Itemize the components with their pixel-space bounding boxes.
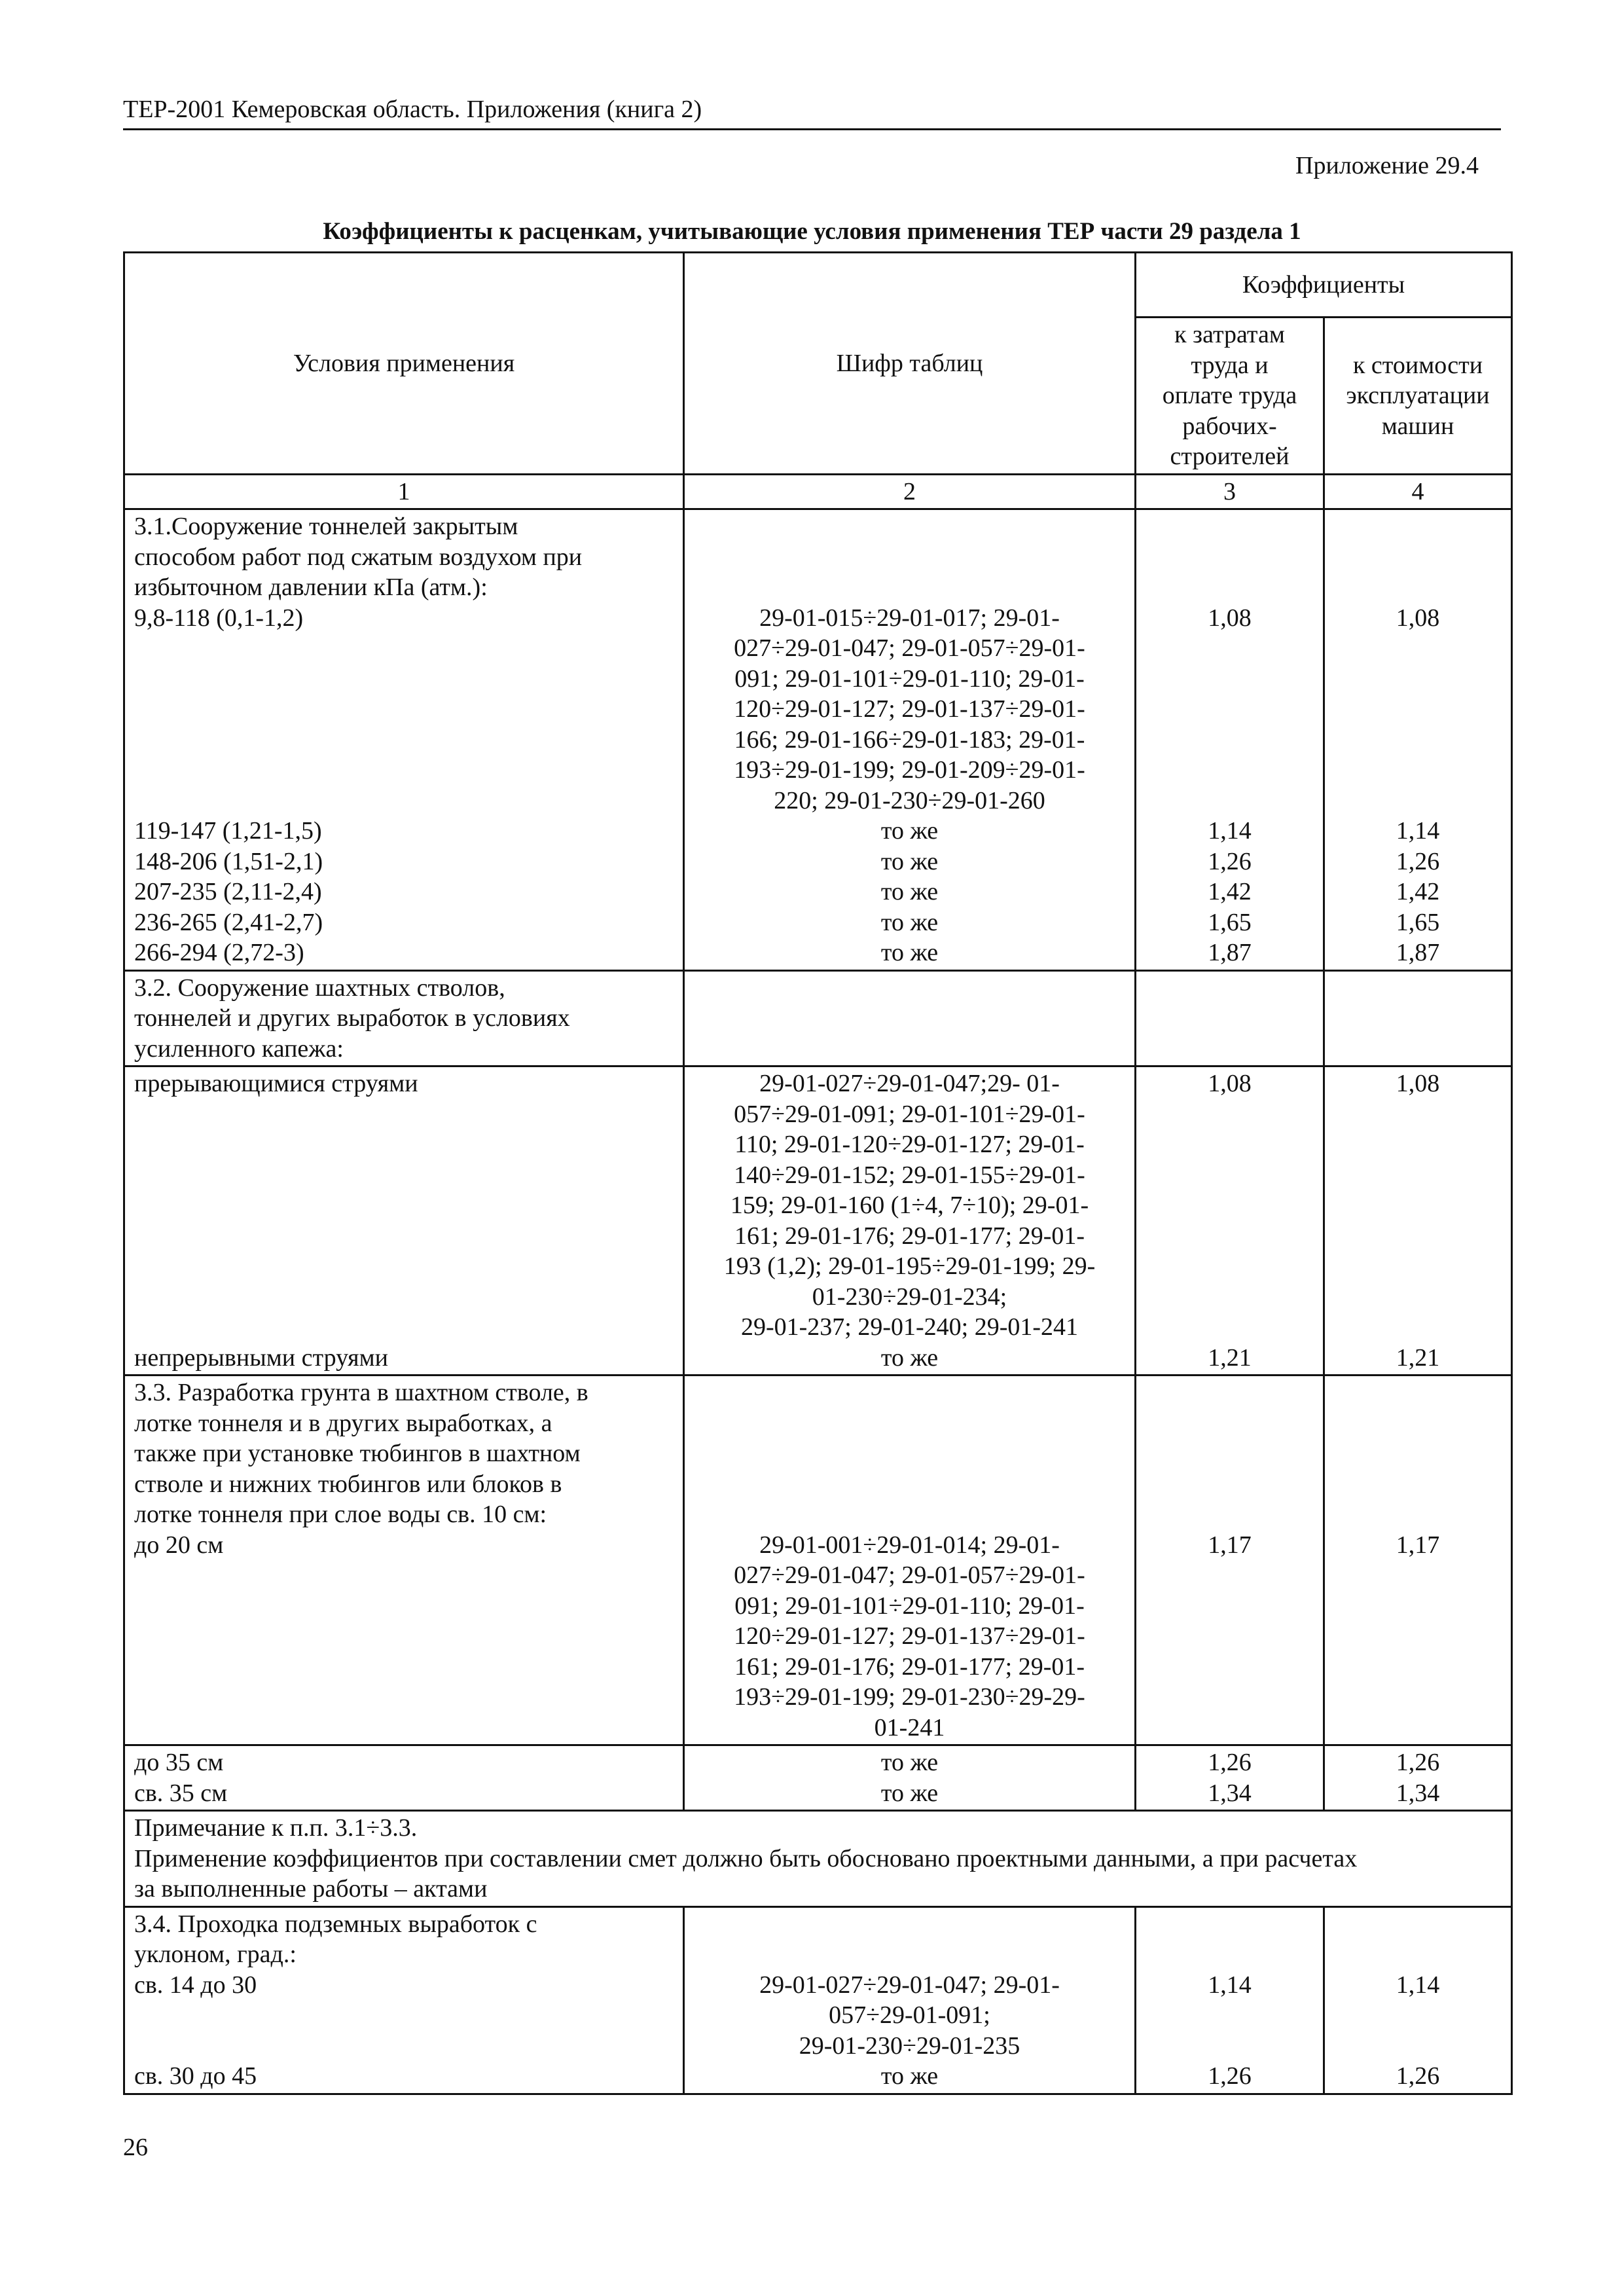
labor-coef-cell — [1136, 1745, 1324, 1811]
header-machines-line: эксплуатации — [1346, 382, 1490, 409]
code-line: 057÷29-01-091; — [829, 2001, 990, 2029]
code-line: 091; 29-01-101÷29-01-110; 29-01- — [734, 1592, 1085, 1620]
note-heading: Примечание к п.п. 3.1÷3.3. — [134, 1814, 418, 1842]
labor-coef-cell — [1136, 1066, 1324, 1376]
code-line: 29-01-001÷29-01-014; 29-01- — [759, 1531, 1060, 1559]
code-line: 29-01-027÷29-01-047;29- 01- — [759, 1070, 1060, 1097]
column-number: 2 — [684, 474, 1136, 509]
table-row-section-3-2 — [124, 1066, 1512, 1376]
machines-value: 1,87 — [1396, 939, 1440, 966]
condition-cell — [124, 1906, 684, 2094]
labor-value: 1,14 — [1208, 817, 1252, 845]
code-line: 29-01-015÷29-01-017; 29-01- — [759, 604, 1060, 632]
condition-text: 119-147 (1,21-1,5) — [134, 817, 322, 845]
section-intro-line: 3.3. Разработка грунта в шахтном стволе, в — [134, 1379, 588, 1406]
codes-cell — [684, 1066, 1136, 1376]
code-line: то же — [880, 908, 939, 936]
labor-coef-cell — [1136, 1376, 1324, 1745]
header-coefficients: Коэффициенты — [1136, 253, 1512, 318]
machines-value: 1,21 — [1396, 1343, 1440, 1372]
condition-text: 236-265 (2,41-2,7) — [134, 908, 323, 936]
table-row-section-3-3-extra — [124, 1745, 1512, 1811]
machines-value: 1,14 — [1396, 1971, 1440, 1999]
machines-coef-cell — [1324, 1745, 1512, 1811]
machines-value: 1,26 — [1396, 2062, 1440, 2090]
machines-coef-cell — [1324, 970, 1512, 1066]
table-row-section-3-3 — [124, 1376, 1512, 1745]
code-line: 193÷29-01-199; 29-01-209÷29-01- — [734, 756, 1085, 784]
codes-cell — [684, 509, 1136, 971]
condition-text: св. 35 см — [134, 1779, 228, 1807]
code-line: то же — [880, 1343, 939, 1372]
labor-value: 1,65 — [1208, 908, 1252, 936]
header-labor-line: труда и — [1191, 351, 1269, 379]
machines-value: 1,26 — [1396, 847, 1440, 875]
code-line: 057÷29-01-091; 29-01-101÷29-01- — [734, 1100, 1085, 1128]
header-codes: Шифр таблиц — [684, 253, 1136, 475]
header-conditions: Условия применения — [124, 253, 684, 475]
section-intro-line: лотке тоннеля при слое воды св. 10 см: — [134, 1501, 547, 1528]
page-number: 26 — [123, 2134, 148, 2161]
condition-text: прерывающимися струями — [134, 1070, 418, 1097]
code-line: 120÷29-01-127; 29-01-137÷29-01- — [734, 695, 1085, 723]
column-number: 1 — [124, 474, 684, 509]
code-line: 01-241 — [874, 1713, 945, 1741]
labor-value: 1,26 — [1208, 2062, 1252, 2090]
code-line: 166; 29-01-166÷29-01-183; 29-01- — [734, 725, 1085, 754]
condition-cell — [124, 1066, 684, 1376]
labor-value: 1,08 — [1208, 1070, 1252, 1097]
note-text: Применение коэффициентов при составлении смет должно быть обосновано проектными данными, а при расчетах — [134, 1844, 1358, 1872]
machines-value: 1,08 — [1396, 1070, 1440, 1097]
condition-text: 266-294 (2,72-3) — [134, 939, 304, 966]
labor-value: 1,34 — [1208, 1779, 1252, 1807]
section-intro-line: тоннелей и других выработок в условиях — [134, 1004, 570, 1032]
labor-value: 1,26 — [1208, 847, 1252, 875]
code-line: 220; 29-01-230÷29-01-260 — [774, 786, 1045, 814]
section-intro-line: стволе и нижних тюбингов или блоков в — [134, 1470, 562, 1498]
code-line: 161; 29-01-176; 29-01-177; 29-01- — [734, 1222, 1085, 1250]
condition-text: 9,8-118 (0,1-1,2) — [134, 604, 304, 632]
section-intro-line: усиленного капежа: — [134, 1034, 344, 1063]
table-row-section-3-1 — [124, 509, 1512, 971]
machines-coef-cell — [1324, 509, 1512, 971]
code-line: 29-01-230÷29-01-235 — [799, 2032, 1020, 2060]
labor-value: 1,26 — [1208, 1749, 1252, 1776]
section-intro-line: уклоном, град.: — [134, 1941, 297, 1968]
machines-coef-cell — [1324, 1376, 1512, 1745]
code-line: 01-230÷29-01-234; — [812, 1283, 1007, 1311]
code-line: то же — [880, 817, 939, 845]
column-number: 4 — [1324, 474, 1512, 509]
labor-coef-cell — [1136, 970, 1324, 1066]
header-labor-line: оплате труда — [1162, 382, 1297, 409]
condition-text: до 35 см — [134, 1749, 224, 1776]
header-machines-line: к стоимости — [1352, 351, 1483, 379]
code-line: 159; 29-01-160 (1÷4, 7÷10); 29-01- — [730, 1192, 1089, 1219]
labor-value: 1,08 — [1208, 604, 1252, 632]
condition-cell — [124, 1745, 684, 1811]
header-labor-line: к затратам — [1174, 321, 1285, 348]
machines-value: 1,65 — [1396, 908, 1440, 936]
condition-text: 148-206 (1,51-2,1) — [134, 847, 323, 875]
condition-cell — [124, 509, 684, 971]
coefficients-table — [123, 251, 1513, 2095]
running-header: ТЕР-2001 Кемеровская область. Приложения (книга 2) — [123, 90, 1501, 130]
labor-value: 1,42 — [1208, 878, 1252, 905]
table-row-note — [124, 1811, 1512, 1907]
note-text: за выполненные работы – актами — [134, 1875, 488, 1903]
header-machines-line: машин — [1381, 412, 1454, 440]
condition-cell — [124, 970, 684, 1066]
condition-text: св. 30 до 45 — [134, 2062, 257, 2090]
codes-cell — [684, 970, 1136, 1066]
labor-value: 1,17 — [1208, 1531, 1252, 1559]
code-line: то же — [880, 847, 939, 875]
code-line: 120÷29-01-127; 29-01-137÷29-01- — [734, 1622, 1085, 1650]
header-labor-line: строителей — [1170, 443, 1290, 470]
section-intro-line: лотке тоннеля и в других выработках, а — [134, 1409, 552, 1437]
code-line: то же — [880, 2062, 939, 2090]
codes-cell — [684, 1745, 1136, 1811]
table-row-section-3-4 — [124, 1906, 1512, 2094]
code-line: 140÷29-01-152; 29-01-155÷29-01- — [734, 1161, 1085, 1189]
code-line: 027÷29-01-047; 29-01-057÷29-01- — [734, 1561, 1085, 1589]
machines-value: 1,14 — [1396, 817, 1440, 845]
code-line: то же — [880, 878, 939, 905]
code-line: 29-01-237; 29-01-240; 29-01-241 — [740, 1313, 1079, 1341]
code-line: 193÷29-01-199; 29-01-230÷29-29- — [734, 1683, 1085, 1711]
code-line: то же — [880, 939, 939, 966]
code-line: то же — [880, 1779, 939, 1807]
condition-text: непрерывными струями — [134, 1343, 388, 1372]
document-title: Коэффициенты к расценкам, учитывающие условия применения ТЕР части 29 раздела 1 — [323, 218, 1301, 245]
note-cell — [124, 1811, 1512, 1907]
section-intro-line: также при установке тюбингов в шахтном — [134, 1440, 581, 1467]
column-number-row — [124, 474, 1512, 509]
codes-cell — [684, 1906, 1136, 2094]
header-labor — [1136, 318, 1324, 475]
section-intro-line: 3.2. Сооружение шахтных стволов, — [134, 974, 505, 1002]
header-labor-line: рабочих- — [1182, 412, 1277, 440]
column-number: 3 — [1136, 474, 1324, 509]
table-row-section-3-2-intro — [124, 970, 1512, 1066]
condition-text: 207-235 (2,11-2,4) — [134, 878, 322, 905]
labor-value: 1,14 — [1208, 1971, 1252, 1999]
code-line: 110; 29-01-120÷29-01-127; 29-01- — [734, 1131, 1085, 1158]
code-line: 29-01-027÷29-01-047; 29-01- — [759, 1971, 1060, 1999]
section-intro-line: 3.4. Проходка подземных выработок с — [134, 1910, 537, 1938]
machines-value: 1,17 — [1396, 1531, 1440, 1559]
appendix-label: Приложение 29.4 — [1295, 152, 1479, 179]
labor-value: 1,87 — [1208, 939, 1252, 966]
machines-value: 1,26 — [1396, 1749, 1440, 1776]
machines-coef-cell — [1324, 1066, 1512, 1376]
machines-value: 1,34 — [1396, 1779, 1440, 1807]
section-intro-line: 3.1.Сооружение тоннелей закрытым — [134, 513, 518, 540]
code-line: 091; 29-01-101÷29-01-110; 29-01- — [734, 665, 1085, 693]
condition-cell — [124, 1376, 684, 1745]
labor-coef-cell — [1136, 1906, 1324, 2094]
code-line: 193 (1,2); 29-01-195÷29-01-199; 29- — [723, 1252, 1096, 1280]
labor-coef-cell — [1136, 509, 1324, 971]
section-intro-line: способом работ под сжатым воздухом при — [134, 543, 583, 571]
machines-coef-cell — [1324, 1906, 1512, 2094]
code-line: 027÷29-01-047; 29-01-057÷29-01- — [734, 634, 1085, 662]
machines-value: 1,08 — [1396, 604, 1440, 632]
condition-text: св. 14 до 30 — [134, 1971, 257, 1999]
header-machines — [1324, 318, 1512, 475]
condition-text: до 20 см — [134, 1531, 224, 1559]
code-line: то же — [880, 1749, 939, 1776]
machines-value: 1,42 — [1396, 878, 1440, 905]
code-line: 161; 29-01-176; 29-01-177; 29-01- — [734, 1652, 1085, 1681]
labor-value: 1,21 — [1208, 1343, 1252, 1372]
header-row-1 — [124, 253, 1512, 318]
codes-cell — [684, 1376, 1136, 1745]
section-intro-line: избыточном давлении кПа (атм.): — [134, 574, 488, 601]
